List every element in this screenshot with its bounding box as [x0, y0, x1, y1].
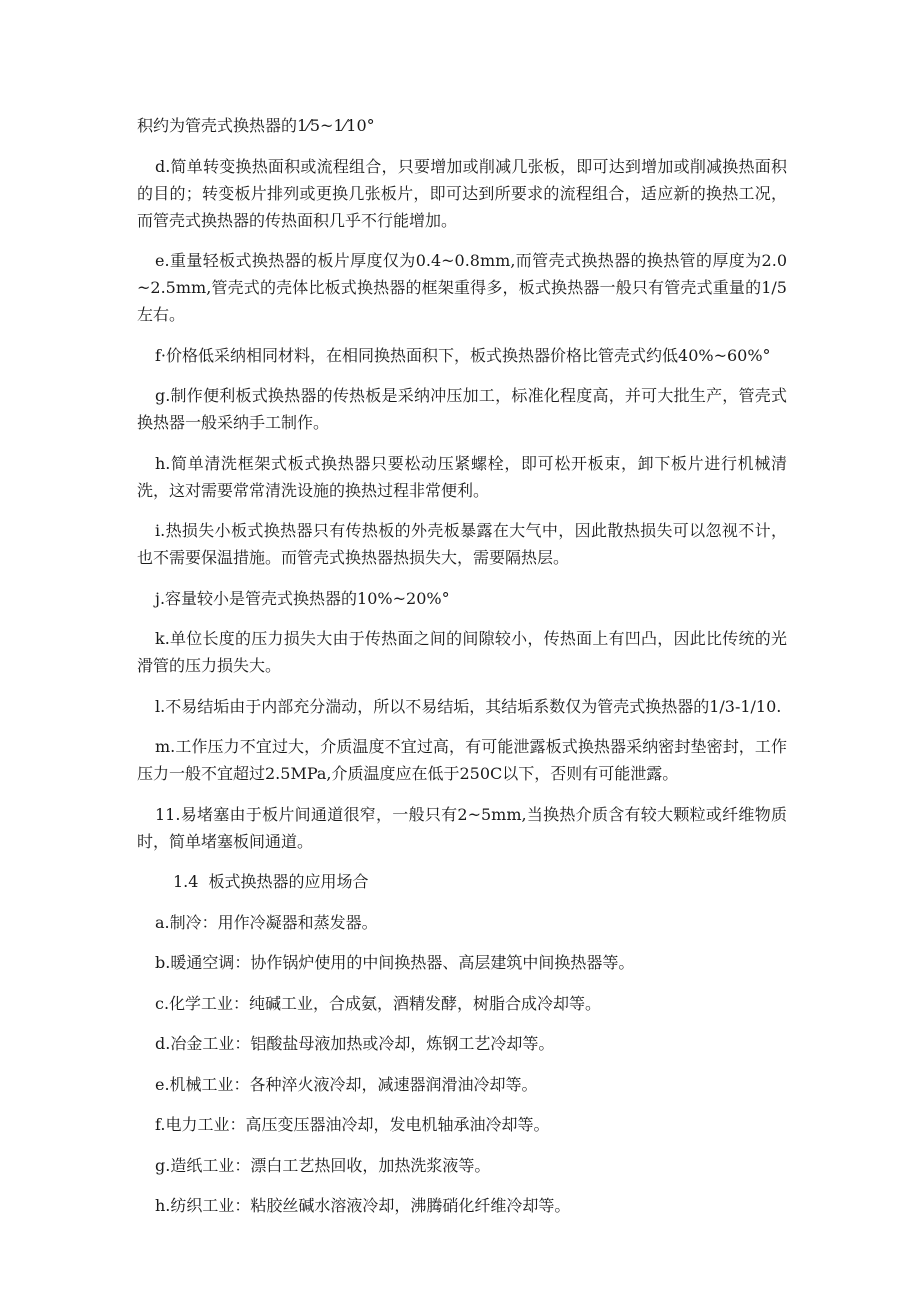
paragraph-d-flexible-area: d.简单转变换热面积或流程组合，只要增加或削减几张板，即可达到增加或削减换热面积的目的；转变板片排列或更换几张板片，即可达到所要求的流程组合，适应新的换热工况，而管壳式换热器的传热面积几乎不行能增加。 — [137, 156, 787, 230]
paragraph-g-easy-manufacture: g.制作便利板式换热器的传热板是采纳冲压加工，标准化程度高，并可大批生产，管壳式换热器一般采纳手工制作。 — [137, 386, 787, 432]
application-item-hvac: b.暖通空调：协作锅炉使用的中间换热器、高层建筑中间换热器等。 — [155, 953, 635, 972]
section-heading — [137, 868, 787, 895]
paragraph-l-scaling: l.不易结垢由于内部充分湍动，所以不易结垢，其结垢系数仅为管壳式换热器的1/3-1/10. — [155, 696, 782, 716]
application-item-metallurgy: d.冶金工业：铝酸盐母液加热或冷却，炼钢工艺冷却等。 — [155, 1034, 555, 1053]
paragraph-e-light-weight: e.重量轻板式换热器的板片厚度仅为0.4~0.8mm,而管壳式换热器的换热管的厚度为2.0~2.5mm,管壳式的壳体比板式换热器的框架重得多，板式换热器一般只有管壳式重量的1/5左右。 — [137, 251, 787, 324]
paragraph-h-easy-cleaning: h.简单清洗框架式板式换热器只要松动压紧螺栓，即可松开板束，卸下板片进行机械清洗，这对需要常常清洗设施的换热过程非常便利。 — [137, 453, 787, 500]
application-item-refrigeration: a.制冷：用作冷凝器和蒸发器。 — [155, 912, 378, 932]
paragraph-continuation: 积约为管壳式换热器的1⁄5~1⁄10° — [137, 116, 375, 135]
application-item-mechanical: e.机械工业：各种淬火液冷却，减速器润滑油冷却等。 — [155, 1074, 538, 1094]
application-item-paper: g.造纸工业：漂白工艺热回收，加热洗浆液等。 — [155, 1155, 491, 1175]
application-item-chemical: c.化学工业：纯碱工业，合成氨，酒精发酵，树脂合成冷却等。 — [155, 993, 602, 1013]
application-item-textile: h.纺织工业：粘胶丝碱水溶液冷却，沸腾硝化纤维冷却等。 — [155, 1196, 571, 1215]
paragraph-j-small-capacity: j.容量较小是管壳式换热器的10%~20%° — [155, 588, 450, 608]
paragraph-i-low-heat-loss: i.热损失小板式换热器只有传热板的外壳板暴露在大气中，因此散热损失可以忽视不计，也不需要保温措施。而管壳式换热器热损失大，需要隔热层。 — [137, 521, 787, 567]
paragraph-m-pressure-limit: m.工作压力不宜过大，介质温度不宜过高，有可能泄露板式换热器采纳密封垫密封，工作压力一般不宜超过2.5MPa,介质温度应在低于250C以下，否则有可能泄露。 — [137, 737, 787, 783]
paragraph-11-clogging: 11.易堵塞由于板片间通道很窄，一般只有2~5mm,当换热介质含有较大颗粒或纤维物质时，简单堵塞板间通道。 — [137, 804, 787, 851]
paragraph-f-low-price: f·价格低采纳相同材料，在相同换热面积下，板式换热器价格比管壳式约低40%~60%° — [155, 345, 771, 365]
paragraph-k-pressure-loss: k.单位长度的压力损失大由于传热面之间的间隙较小，传热面上有凹凸，因此比传统的光滑管的压力损失大。 — [137, 629, 787, 675]
section-number: 1.4 — [173, 872, 199, 891]
document-page — [137, 112, 787, 1233]
section-title: 板式换热器的应用场合 — [208, 872, 369, 891]
application-item-power: f.电力工业：高压变压器油冷却，发电机轴承油冷却等。 — [155, 1115, 550, 1134]
